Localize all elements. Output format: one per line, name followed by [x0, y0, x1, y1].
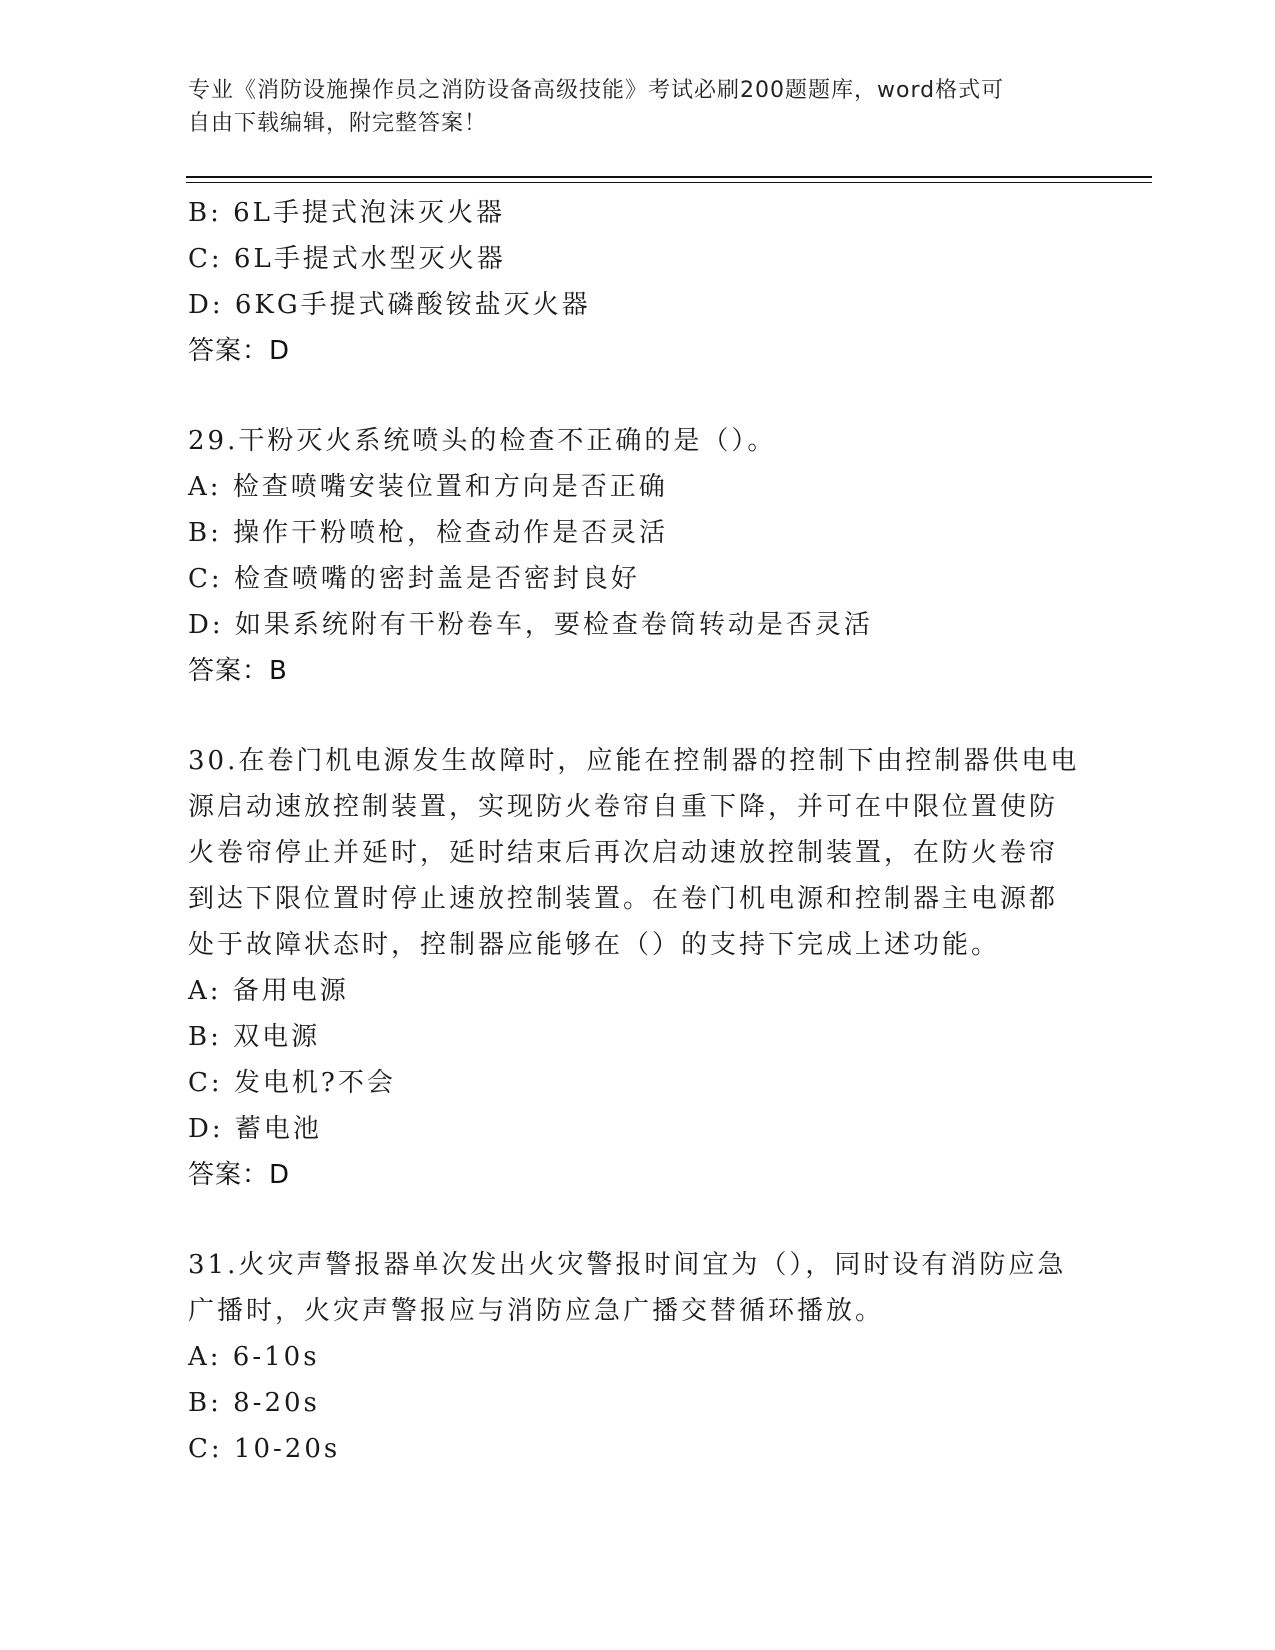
option-c: C: 6L手提式水型灭火器 — [188, 244, 506, 274]
option-c: C: 发电机?不会 — [188, 1068, 396, 1098]
option-a: A: 备用电源 — [188, 976, 349, 1006]
question-28 — [188, 190, 1088, 374]
answer-line: 答案：B — [188, 656, 288, 686]
option-a: A: 检查喷嘴安装位置和方向是否正确 — [188, 472, 668, 502]
option-b: B: 8-20s — [188, 1388, 320, 1418]
question-list — [188, 190, 1088, 1472]
question-30 — [188, 738, 1088, 1198]
question-stem — [188, 418, 1088, 464]
stem-line: 31.火灾声警报器单次发出火灾警报时间宜为（），同时设有消防应急 — [188, 1250, 1067, 1280]
answer-line: 答案：D — [188, 1160, 291, 1190]
option-b: B: 6L手提式泡沫灭火器 — [188, 198, 505, 228]
option-c: C: 检查喷嘴的密封盖是否密封良好 — [188, 564, 640, 594]
option-c: C: 10-20s — [188, 1434, 341, 1464]
header-line-1: 专业《消防设施操作员之消防设备高级技能》考试必刷200题题库，word格式可 — [188, 78, 1005, 103]
stem-line: 30.在卷门机电源发生故障时，应能在控制器的控制下由控制器供电电 — [188, 746, 1080, 776]
stem-line: 广播时，火灾声警报应与消防应急广播交替循环播放。 — [188, 1296, 885, 1326]
header-divider-thin — [186, 182, 1152, 183]
question-31 — [188, 1242, 1088, 1472]
stem-line: 火卷帘停止并延时，延时结束后再次启动速放控制装置，在防火卷帘 — [188, 838, 1059, 868]
stem-line: 源启动速放控制装置，实现防火卷帘自重下降，并可在中限位置使防 — [188, 792, 1059, 822]
option-b: B: 双电源 — [188, 1022, 321, 1052]
option-d: D: 6KG手提式磷酸铵盐灭火器 — [188, 290, 591, 320]
answer-line: 答案：D — [188, 336, 291, 366]
stem-line: 处于故障状态时，控制器应能够在（）的支持下完成上述功能。 — [188, 930, 1001, 960]
option-a: A: 6-10s — [188, 1342, 320, 1372]
header-line-2: 自由下载编辑，附完整答案！ — [188, 111, 488, 136]
option-d: D: 如果系统附有干粉卷车，要检查卷筒转动是否灵活 — [188, 610, 873, 640]
question-29 — [188, 418, 1088, 694]
option-d: D: 蓄电池 — [188, 1114, 322, 1144]
question-stem — [188, 738, 1088, 968]
stem-line: 到达下限位置时停止速放控制装置。在卷门机电源和控制器主电源都 — [188, 884, 1059, 914]
header-divider-thick — [186, 176, 1152, 178]
question-stem — [188, 1242, 1088, 1334]
stem-line: 29.干粉灭火系统喷头的检查不正确的是（）。 — [188, 426, 777, 456]
document-header — [188, 74, 1088, 140]
option-b: B: 操作干粉喷枪，检查动作是否灵活 — [188, 518, 669, 548]
